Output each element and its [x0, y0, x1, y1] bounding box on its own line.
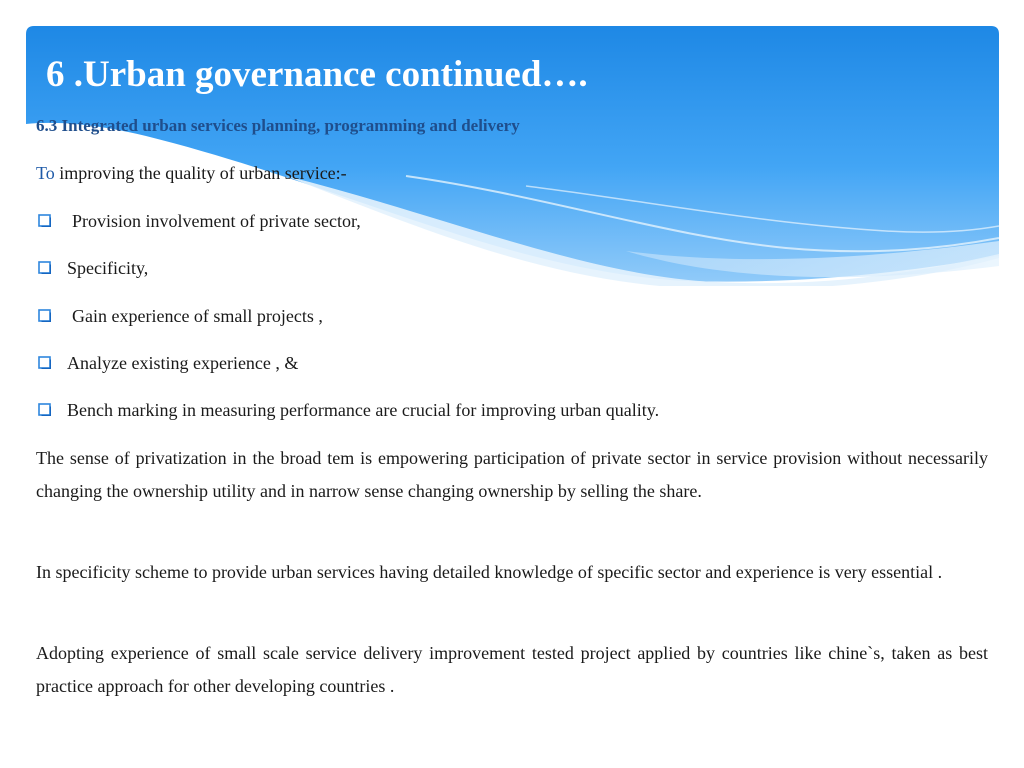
section-subtitle: 6.3 Integrated urban services planning, programming and delivery	[36, 116, 520, 135]
slide-title: 6 .Urban governance continued….	[46, 54, 588, 95]
hollow-square-bullet-icon	[38, 309, 51, 322]
bullet-text: Specificity,	[67, 258, 149, 278]
list-item	[36, 351, 936, 375]
list-item	[36, 256, 936, 280]
intro-line	[36, 161, 347, 185]
hollow-square-bullet-icon	[38, 403, 51, 416]
bullet-text: Analyze existing experience , &	[67, 353, 299, 373]
paragraph-privatization: The sense of privatization in the broad tem is empowering participation of private sector in service provision without necessarily changing the ownership utility and in narrow sense changing ownership by selling the share.	[36, 448, 988, 501]
hollow-square-bullet-icon	[38, 214, 51, 227]
paragraph-experience: Adopting experience of small scale service delivery improvement tested project applied by countries like chine`s, taken as best practice approach for other developing countries .	[36, 643, 988, 696]
bullet-text: Bench marking in measuring performance are crucial for improving urban quality.	[67, 400, 660, 420]
bullet-text: Provision involvement of private sector,	[72, 211, 361, 231]
list-item	[36, 304, 936, 328]
hollow-square-bullet-icon	[38, 261, 51, 274]
intro-text: improving the quality of urban service:-	[54, 163, 347, 183]
paragraph-specificity: In specificity scheme to provide urban services having detailed knowledge of specific sector and experience is very essential .	[36, 562, 943, 582]
list-item	[36, 209, 936, 233]
hollow-square-bullet-icon	[38, 356, 51, 369]
intro-lead: To	[36, 163, 55, 183]
bullet-text: Gain experience of small projects ,	[72, 306, 323, 326]
list-item	[36, 398, 936, 422]
